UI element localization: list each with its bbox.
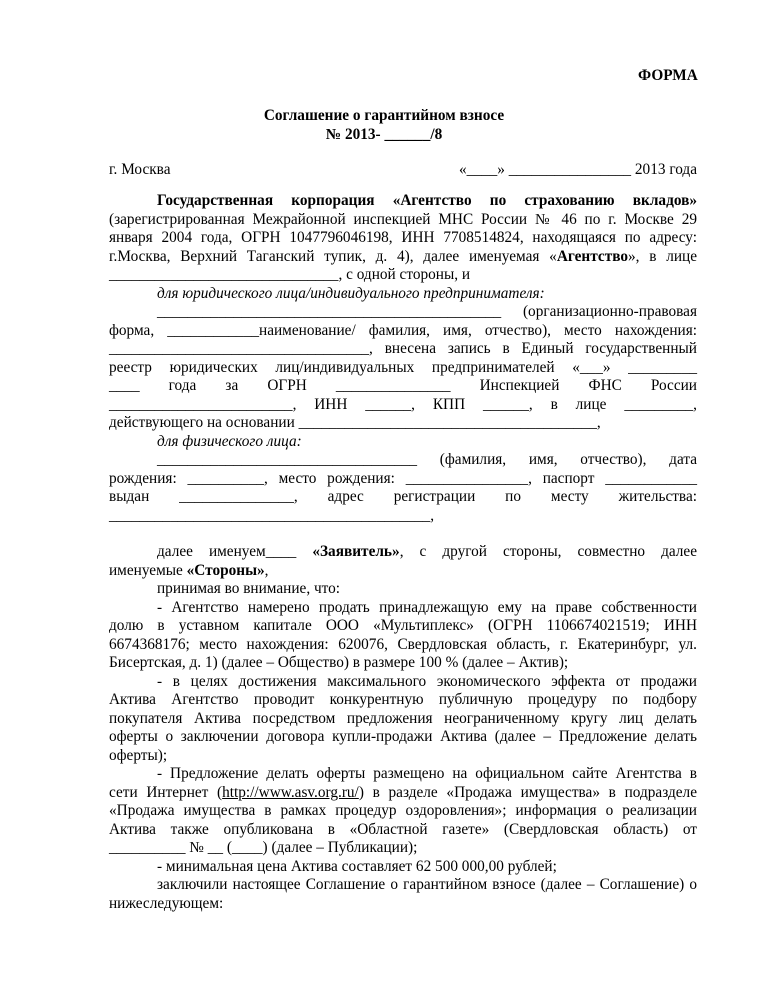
body-line: оферты о заключении договора купли-продажи Актива (далее – Предложение делать: [109, 728, 697, 745]
body-line: 6674368176; место нахождения: 620076, Свердловская область, г. Екатеринбург, ул.: [109, 635, 697, 653]
body-line: нижеследующем:: [109, 894, 224, 912]
body-line: января 2004 года, ОГРН 1047796046198, ИНН 7708514824, находящаяся по адресу:: [109, 229, 697, 246]
document-date: «____» ________________ 2013 года: [458, 161, 697, 178]
body-line: __________ № __ (____) (далее – Публикации);: [109, 839, 418, 856]
body-line: Бисертская, д. 1) (далее – Общество) в размере 100 % (далее – Актив);: [109, 654, 569, 671]
body-line: заключили настоящее Соглашение о гарантийном взносе (далее – Соглашение) о: [157, 876, 697, 893]
body-line: ____ года за ОГРН _______________ Инспекцией ФНС России: [109, 377, 697, 394]
body-line: выдан _______________, адрес регистрации по месту жительства:: [109, 488, 697, 505]
body-line: __________________________________, внесена запись в Единый государственный: [109, 340, 697, 357]
document-title: Соглашение о гарантийном взносе: [263, 107, 505, 124]
body-line: - Предложение делать оферты размещено на официальном сайте Агентства в: [157, 765, 697, 782]
body-line: рождения: __________, место рождения: ________________, паспорт ____________: [109, 469, 697, 487]
body-line: - минимальная цена Актива составляет 62 500 000,00 рублей;: [157, 857, 557, 875]
body-line: действующего на основании _______________________________________,: [109, 414, 601, 431]
body-line: реестр юридических лиц/индивидуальных предпринимателей «___» _________: [109, 358, 697, 376]
body-line: Актива также опубликована в «Областной газете» (Свердловская область) от: [109, 820, 697, 838]
body-line: Государственная корпорация «Агентство по страхованию вкладов»: [157, 192, 697, 209]
body-line: «Продажа имущества в рамках процедур оздоровления»; информация о реализации: [109, 802, 697, 819]
document-body: [109, 192, 697, 913]
section-label-individual: для физического лица:: [157, 432, 302, 450]
body-line: оферты);: [109, 746, 168, 764]
body-line: принимая во внимание, что:: [157, 580, 341, 597]
body-line: покупателя Актива посредством предложения неограниченному кругу лиц делать: [109, 709, 697, 727]
body-line: __________________________________________,: [109, 506, 435, 524]
form-label: ФОРМА: [638, 67, 698, 84]
asv-website-link[interactable]: http://www.asv.org.ru/: [222, 783, 359, 801]
body-line: Актива Агентство проводит конкурентную публичную процедуру по подбору: [109, 691, 697, 708]
body-line: далее именуем____ «Заявитель», с другой стороны, совместно далее: [157, 543, 698, 560]
body-line: г.Москва, Верхний Таганский тупик, д. 4), далее именуемая «Агентство», в лице: [109, 247, 697, 265]
body-line: ________________________, ИНН ______, КПП ______, в лице _________,: [109, 395, 697, 413]
body-line: _____________________________________________ (организационно-правовая: [157, 303, 697, 320]
document-number: № 2013- ______/8: [325, 126, 443, 143]
body-line: (зарегистрированная Межрайонной инспекцией МНС России № 46 по г. Москве 29: [109, 210, 697, 228]
city: г. Москва: [109, 161, 171, 178]
body-line: именуемые «Стороны»,: [109, 561, 269, 579]
body-line: долю в уставном капитале ООО «Мультиплекс» (ОГРН 1106674021519; ИНН: [109, 617, 697, 634]
body-line: - Агентство намерено продать принадлежащую ему на праве собственности: [157, 598, 697, 616]
body-line: форма, ____________наименование/ фамилия, имя, отчество), место нахождения:: [109, 321, 697, 339]
section-label-legal: для юридического лица/индивидуального предпринимателя:: [157, 284, 545, 302]
body-line: - в целях достижения максимального экономического эффекта от продажи: [157, 672, 697, 690]
body-line: сети Интернет (http://www.asv.org.ru/) в разделе «Продажа имущества» в подразделе: [109, 783, 697, 801]
body-line: __________________________________ (фамилия, имя, отчество), дата: [157, 451, 697, 468]
paragraph-gap: [109, 525, 697, 543]
body-line: ______________________________, с одной стороны, и: [109, 266, 471, 283]
